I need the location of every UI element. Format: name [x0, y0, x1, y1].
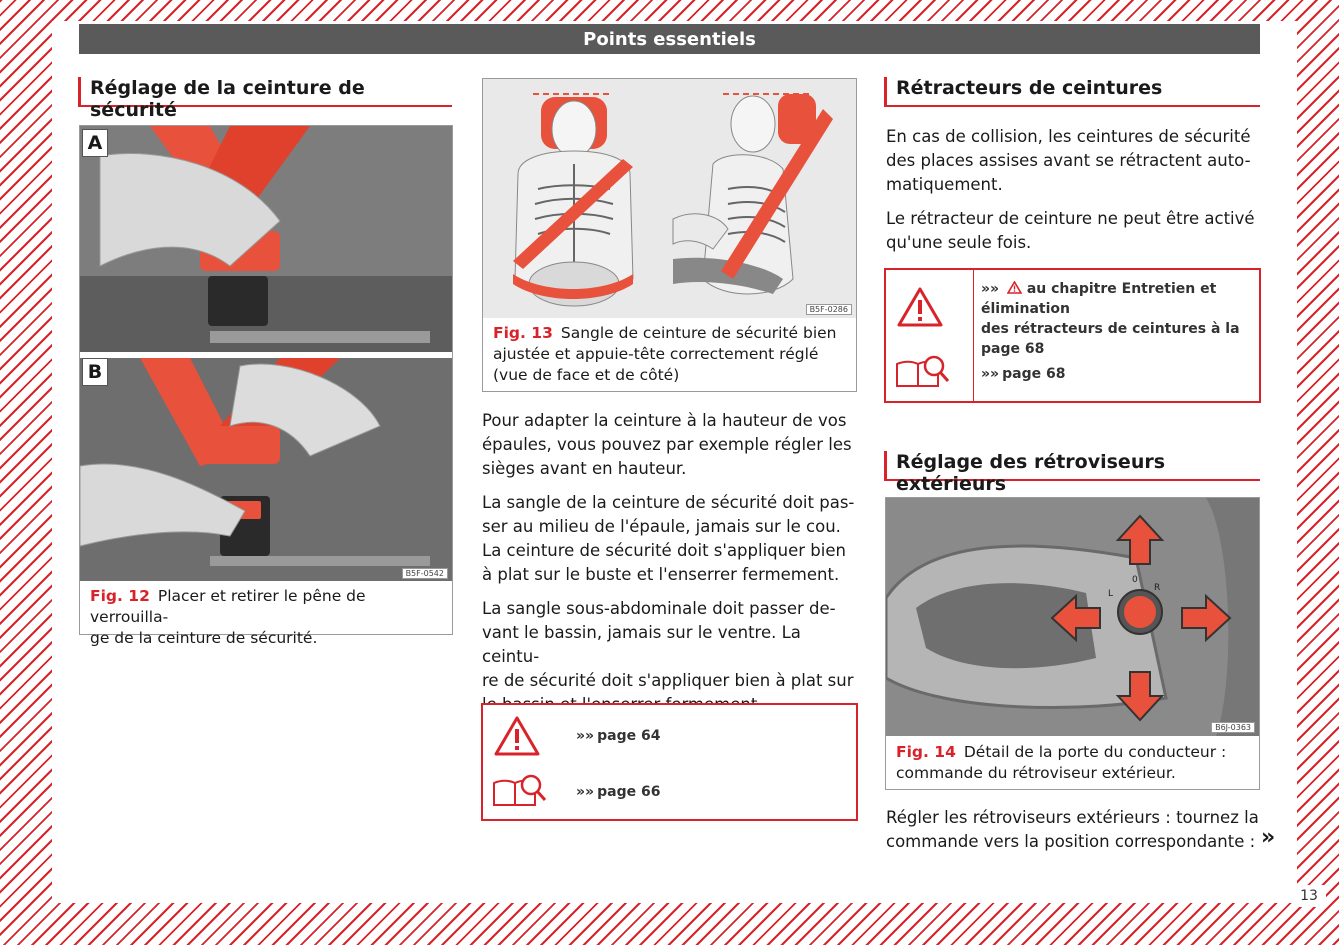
caption-line: Sangle de ceinture de sécurité bien	[560, 324, 837, 342]
manual-page-reference[interactable]: »» page 68	[981, 366, 1066, 382]
heading-text: Rétracteurs de ceintures	[896, 77, 1163, 99]
paragraph: La sangle de la ceinture de sécurité doit pas- ser au milieu de l'épaule, jamais sur le cou. La ceinture de sécurité doit s'appliquer bien à plat sur le buste et l'enserrer fermement.	[482, 493, 855, 584]
figure-code: B5F-0286	[806, 304, 852, 315]
heading-text: Réglage des rétroviseurs extérieurs	[896, 451, 1166, 495]
manual-book-icon	[894, 354, 950, 390]
caption-line: ge de la ceinture de sécurité.	[90, 629, 318, 647]
figure-14	[885, 497, 1260, 790]
paragraph: Le rétracteur de ceinture ne peut être activé qu'une seule fois.	[886, 209, 1255, 252]
paragraph: En cas de collision, les ceintures de sécurité des places assises avant se rétractent auto- matiquement.	[886, 127, 1251, 194]
posture-illustration	[483, 79, 856, 318]
reference-arrows: »»	[981, 366, 1000, 382]
heading-mirrors	[884, 451, 1260, 495]
figure-14-caption	[896, 742, 1251, 784]
figure-12-illustration	[80, 126, 452, 581]
mirror-instruction-text: Régler les rétroviseurs extérieurs : tournez la commande vers la position correspondante :	[886, 808, 1259, 851]
warning-chapter-reference[interactable]: »» au chapitre Entretien et élimination des rétracteurs de ceintures à la page 68	[981, 281, 1240, 357]
warning-icon	[493, 715, 541, 757]
warning-icon	[896, 286, 944, 328]
figure-13	[482, 78, 857, 392]
paragraph: La sangle sous-abdominale doit passer de- vant le bassin, jamais sur le ventre. La ceintu- re de sécurité doit s'appliquer bien à plat sur	[482, 599, 854, 690]
manual-page-reference[interactable]: »» page 66	[576, 784, 661, 800]
section-title-bar	[79, 24, 1260, 54]
small-warning-icon	[1007, 281, 1022, 294]
seatbelt-buckle-illustration	[80, 126, 452, 581]
heading-text: Réglage de la ceinture de sécurité	[90, 77, 365, 121]
figure-12-caption	[90, 586, 444, 649]
reference-arrows: »»	[576, 784, 595, 800]
middle-body-text	[482, 409, 862, 727]
panel-b-label: B	[82, 358, 108, 386]
paragraph: Pour adapter la ceinture à la hauteur de vos épaules, vous pouvez par exemple régler les sièges avant en hauteur.	[482, 411, 852, 478]
reference-arrows: »»	[981, 281, 1000, 297]
figure-14-illustration	[886, 498, 1259, 736]
heading-seatbelt-adjustment	[78, 77, 452, 121]
mirror-control-illustration	[886, 498, 1259, 736]
figure-13-caption	[493, 323, 848, 386]
knob-label-r: R	[1154, 583, 1161, 593]
caption-line: (vue de face et de côté)	[493, 366, 680, 384]
continue-arrow: »	[1261, 825, 1276, 850]
page-number: 13	[1292, 885, 1326, 907]
figure-label: Fig. 14	[896, 743, 956, 761]
knob-label-0: 0	[1132, 575, 1138, 585]
figure-code: B6J-0363	[1211, 722, 1255, 733]
caption-line: ajustée et appuie-tête correctement réglé	[493, 345, 819, 363]
warning-page-reference[interactable]: »» page 64	[576, 728, 661, 744]
caption-line: commande du rétroviseur extérieur.	[896, 764, 1176, 782]
figure-label: Fig. 13	[493, 324, 553, 342]
box-divider	[973, 270, 974, 401]
figure-label: Fig. 12	[90, 587, 150, 605]
caption-line: Placer et retirer le pêne de verrouilla-	[90, 587, 366, 626]
heading-retractors	[884, 77, 1260, 107]
manual-book-icon	[491, 773, 547, 809]
knob-label-l: L	[1108, 589, 1114, 599]
panel-a-label: A	[82, 129, 108, 157]
figure-12	[79, 125, 453, 647]
right-body-text	[886, 125, 1271, 265]
caption-line: Détail de la porte du conducteur :	[963, 743, 1227, 761]
right-reference-box	[884, 268, 1261, 403]
figure-13-illustration	[483, 79, 856, 318]
figure-code: B5F-0542	[402, 568, 448, 579]
reference-arrows: »»	[576, 728, 595, 744]
middle-reference-box	[481, 703, 858, 821]
section-title: Points essentiels	[583, 28, 756, 50]
